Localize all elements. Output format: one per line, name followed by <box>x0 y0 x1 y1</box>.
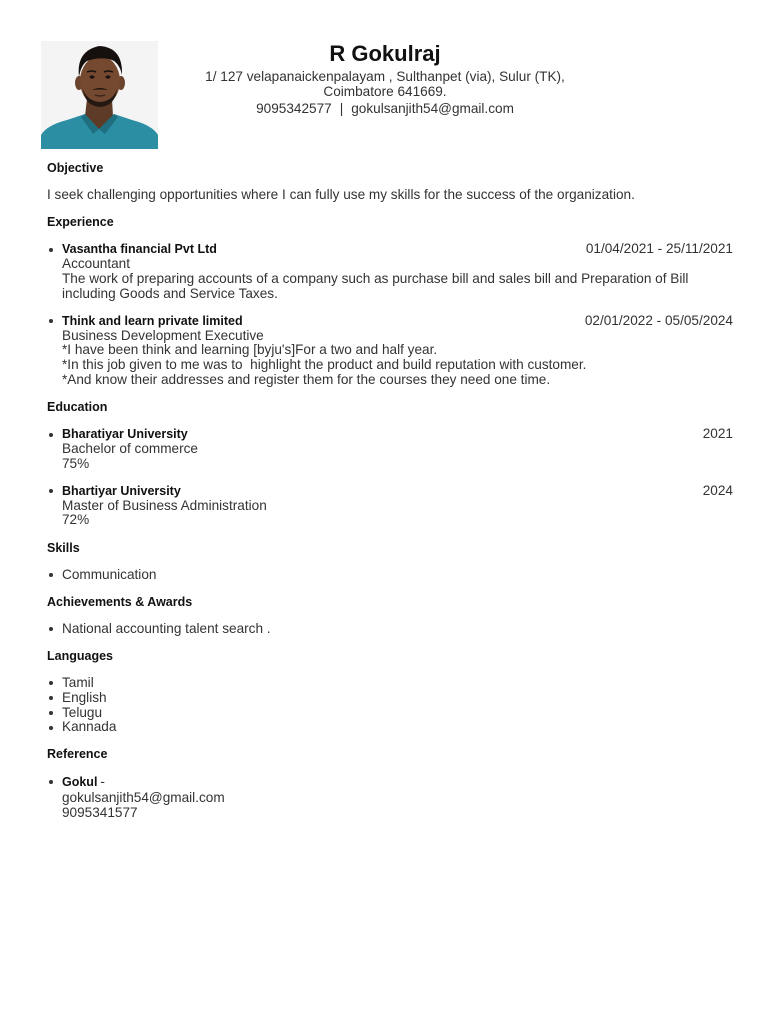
contact-separator: | <box>339 101 344 116</box>
reference-header <box>62 775 733 790</box>
experience-item <box>62 242 733 301</box>
job-description: *I have been think and learning [byju's]For a two and half year. <box>62 342 438 358</box>
language-item: Tamil <box>62 676 733 691</box>
section-heading: Education <box>47 400 108 415</box>
institution-name: Bharatiyar University <box>62 427 188 442</box>
objective-section <box>47 161 733 203</box>
achievements-section <box>47 595 733 637</box>
job-description: *And know their addresses and register them for the courses they need one time. <box>62 371 551 387</box>
contact-line <box>160 102 610 117</box>
graduation-year: 2021 <box>702 426 733 442</box>
education-header <box>62 484 733 499</box>
education-item <box>62 427 733 471</box>
section-heading: Languages <box>47 648 113 663</box>
education-list <box>47 427 733 528</box>
reference-separator: - <box>100 773 105 789</box>
reference-phone: 9095341577 <box>62 804 138 820</box>
company-name: Think and learn private limited <box>62 313 243 328</box>
resume-body <box>47 161 733 833</box>
section-heading: Reference <box>47 747 108 762</box>
experience-section <box>47 215 733 388</box>
language-item: English <box>62 691 733 706</box>
section-heading: Objective <box>47 161 104 175</box>
institution-name: Bhartiyar University <box>62 483 181 498</box>
degree-name: Bachelor of commerce <box>62 440 198 456</box>
languages-section <box>47 649 733 735</box>
resume-header <box>160 40 610 117</box>
job-description: *In this job given to me was to highlight the product and build reputation with customer. <box>62 357 587 373</box>
skills-section <box>47 541 733 583</box>
reference-name: Gokul <box>62 774 98 789</box>
achievement-item: National accounting talent search . <box>62 622 733 637</box>
section-heading: Achievements & Awards <box>47 594 193 609</box>
phone-number: 9095342577 <box>256 101 332 116</box>
section-heading: Skills <box>47 540 80 555</box>
languages-list <box>47 676 733 735</box>
graduation-year: 2024 <box>702 482 733 498</box>
skill-item: Communication <box>62 568 733 583</box>
employment-dates: 01/04/2021 - 25/11/2021 <box>585 241 733 257</box>
experience-header <box>62 242 733 257</box>
section-heading: Experience <box>47 215 114 230</box>
reference-email: gokulsanjith54@gmail.com <box>62 789 225 805</box>
email-address: gokulsanjith54@gmail.com <box>351 101 514 116</box>
education-header <box>62 427 733 442</box>
address <box>160 70 610 99</box>
language-item: Telugu <box>62 706 733 721</box>
profile-photo <box>41 41 158 149</box>
employment-dates: 02/01/2022 - 05/05/2024 <box>584 312 733 328</box>
job-role: Accountant <box>62 256 131 272</box>
degree-name: Master of Business Administration <box>62 497 267 513</box>
experience-list <box>47 242 733 387</box>
reference-list <box>47 775 733 821</box>
company-name: Vasantha financial Pvt Ltd <box>62 242 217 257</box>
education-item <box>62 484 733 528</box>
skills-list <box>47 568 733 583</box>
reference-item <box>62 775 733 821</box>
objective-text: I seek challenging opportunities where I can fully use my skills for the success of the organization. <box>47 187 635 203</box>
degree-score: 72% <box>62 512 90 528</box>
job-description: The work of preparing accounts of a company such as purchase bill and sales bill and Preparation of Bill including Goods and Service Taxes. <box>62 270 693 301</box>
experience-header <box>62 314 733 329</box>
education-section <box>47 400 733 528</box>
candidate-name: R Gokulraj <box>329 41 441 66</box>
job-role: Business Development Executive <box>62 327 264 343</box>
language-item: Kannada <box>62 720 733 735</box>
achievements-list <box>47 622 733 637</box>
degree-score: 75% <box>62 455 90 471</box>
address-line: Coimbatore 641669. <box>323 83 447 99</box>
portrait-image <box>41 41 158 149</box>
experience-item <box>62 314 733 388</box>
reference-section <box>47 747 733 820</box>
address-line: 1/ 127 velapanaickenpalayam , Sulthanpet (via), Sulur (TK), <box>205 69 565 84</box>
